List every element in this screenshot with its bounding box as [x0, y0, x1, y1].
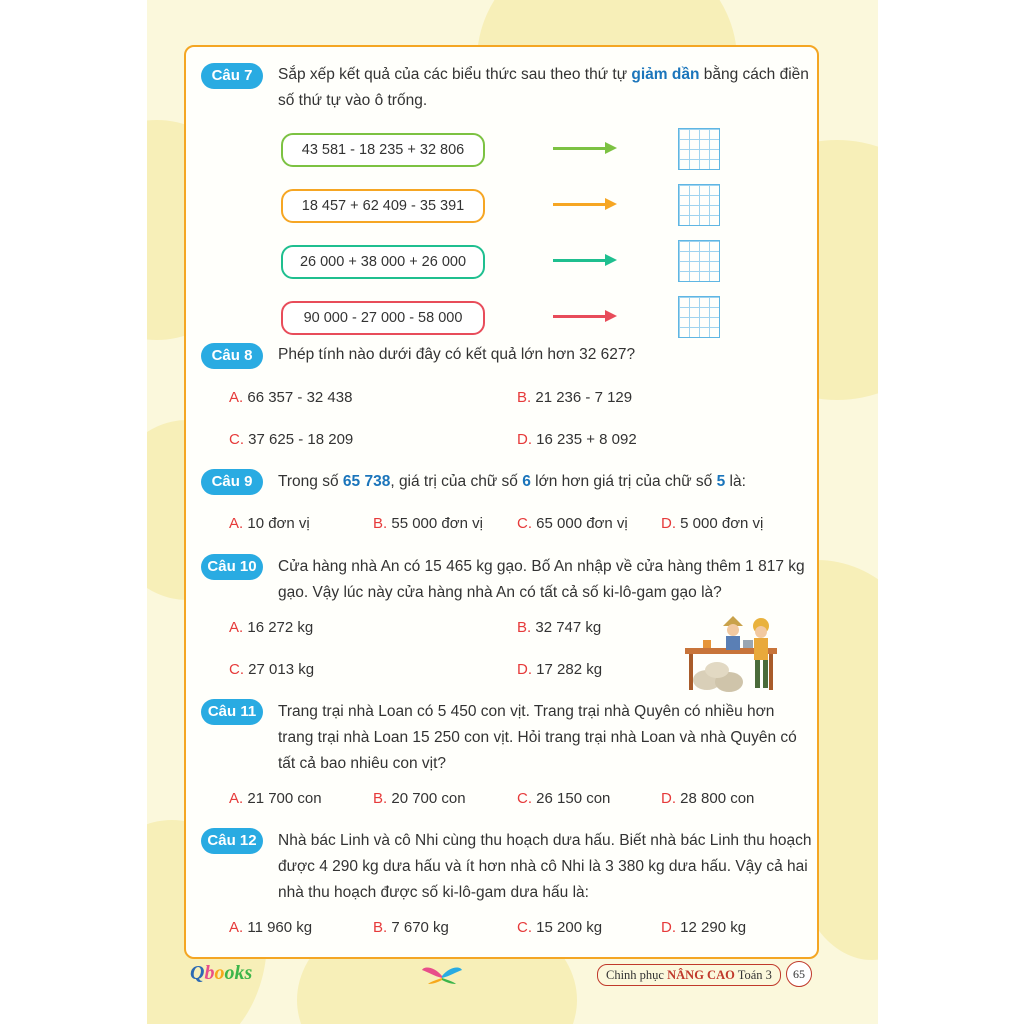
question-label: Câu 10 [201, 554, 263, 580]
answer-option[interactable]: C. 37 625 - 18 209 [229, 431, 354, 448]
question-text: Trang trại nhà Loan có 5 450 con vịt. Trang trại nhà Quyên có nhiều hơn trang trại nhà Loan 15 250 con vịt. Hỏi trang trại nhà Loan và nhà Quyên có tất cả bao nhiêu con vịt? [278, 703, 797, 772]
shop-illustration [683, 612, 783, 696]
answer-option[interactable]: D. 5 000 đơn vị [661, 515, 764, 532]
answer-option[interactable]: C. 27 013 kg [229, 661, 315, 678]
question-text: Phép tính nào dưới đây có kết quả lớn hơn 32 627? [278, 346, 636, 363]
answer-box[interactable] [678, 184, 720, 226]
answer-option[interactable]: D. 16 235 + 8 092 [517, 431, 637, 448]
wings-ornament-icon [420, 964, 464, 986]
arrow-icon [553, 203, 605, 206]
content-frame [184, 45, 819, 959]
arrow-icon [553, 315, 605, 318]
expression-box: 26 000 + 38 000 + 26 000 [281, 245, 485, 279]
page-number: 65 [786, 961, 812, 987]
question-text: Nhà bác Linh và cô Nhi cùng thu hoạch dưa hấu. Biết nhà bác Linh thu hoạch được 4 290 kg dưa hấu và ít hơn nhà cô Nhi là 3 380 kg dưa hấu. Vậy cả hai nhà thu hoạch được số ki-lô-gam dưa hấu là: [278, 832, 812, 901]
answer-option[interactable]: B. 21 236 - 7 129 [517, 389, 633, 406]
answer-option[interactable]: A. 11 960 kg [229, 919, 313, 936]
answer-option[interactable]: B. 20 700 con [373, 790, 466, 807]
question-label: Câu 8 [201, 343, 263, 369]
answer-option[interactable]: A. 16 272 kg [229, 619, 314, 636]
answer-option[interactable]: A. 66 357 - 32 438 [229, 389, 353, 406]
question-label: Câu 11 [201, 699, 263, 725]
answer-option[interactable]: B. 55 000 đơn vị [373, 515, 483, 532]
book-title: Chinh phục NÂNG CAO Toán 3 [597, 964, 781, 986]
expression-box: 18 457 + 62 409 - 35 391 [281, 189, 485, 223]
expression-box: 90 000 - 27 000 - 58 000 [281, 301, 485, 335]
answer-option[interactable]: A. 21 700 con [229, 790, 322, 807]
answer-box[interactable] [678, 296, 720, 338]
arrow-icon [553, 259, 605, 262]
answer-option[interactable]: D. 28 800 con [661, 790, 755, 807]
question-text: Cửa hàng nhà An có 15 465 kg gạo. Bố An nhập về cửa hàng thêm 1 817 kg gạo. Vậy lúc này cửa hàng nhà An có tất cả số ki-lô-gam gạo là? [278, 558, 805, 601]
publisher-logo: Qbooks [190, 962, 253, 984]
question-label: Câu 7 [201, 63, 263, 89]
question-label: Câu 12 [201, 828, 263, 854]
answer-option[interactable]: A. 10 đơn vị [229, 515, 310, 532]
answer-option[interactable]: B. 32 747 kg [517, 619, 602, 636]
question-label: Câu 9 [201, 469, 263, 495]
arrow-icon [553, 147, 605, 150]
answer-box[interactable] [678, 128, 720, 170]
answer-option[interactable]: D. 17 282 kg [517, 661, 603, 678]
answer-option[interactable]: B. 7 670 kg [373, 919, 449, 936]
answer-option[interactable]: C. 15 200 kg [517, 919, 603, 936]
expression-box: 43 581 - 18 235 + 32 806 [281, 133, 485, 167]
answer-option[interactable]: C. 65 000 đơn vị [517, 515, 628, 532]
answer-option[interactable]: D. 12 290 kg [661, 919, 747, 936]
answer-box[interactable] [678, 240, 720, 282]
answer-option[interactable]: C. 26 150 con [517, 790, 611, 807]
question-text: Sắp xếp kết quả của các biểu thức sau theo thứ tự giảm dần bằng cách điền số thứ tự vào ô trống. [278, 66, 809, 109]
question-text: Trong số 65 738, giá trị của chữ số 6 lớn hơn giá trị của chữ số 5 là: [278, 473, 746, 490]
